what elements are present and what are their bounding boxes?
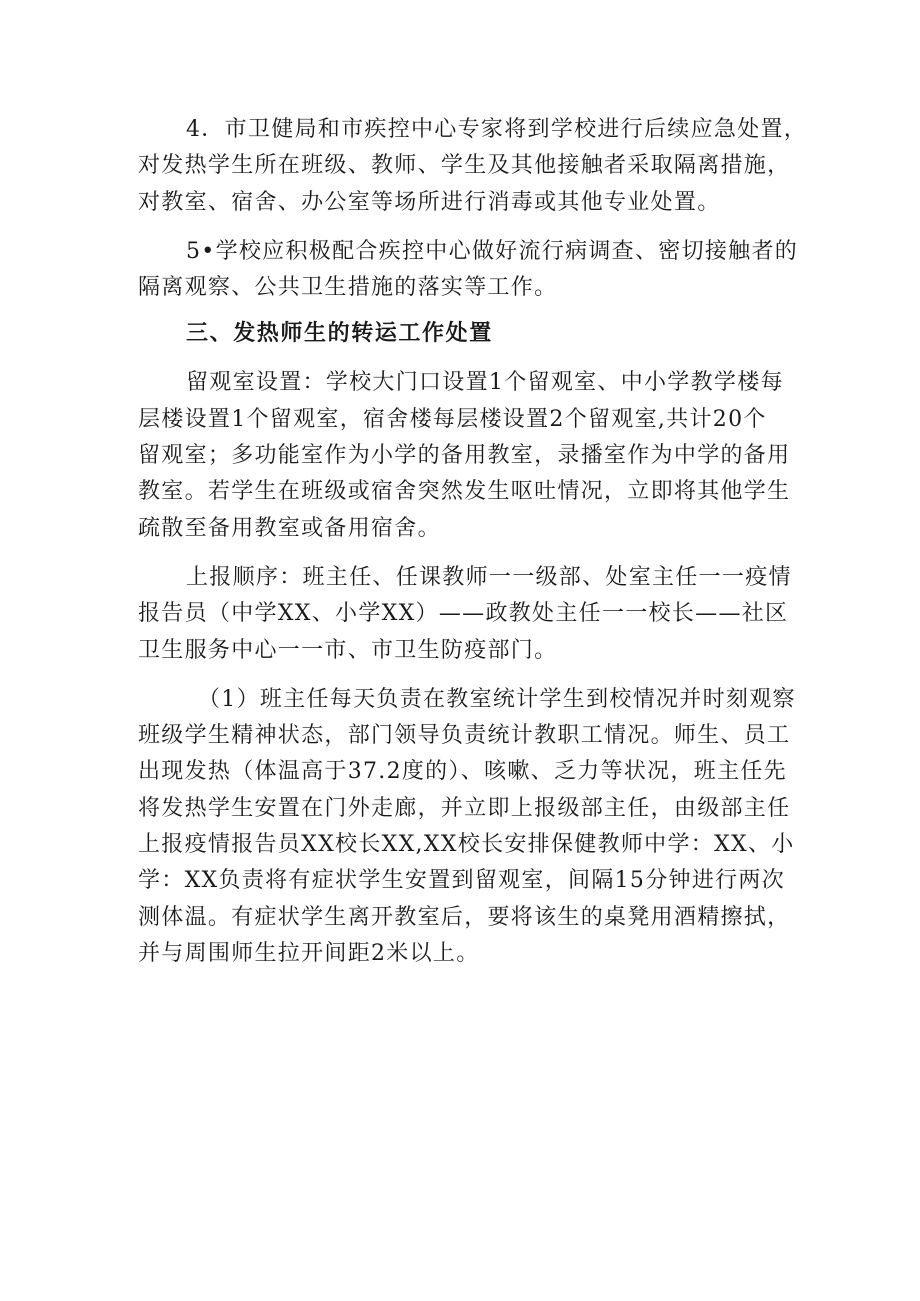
paragraph-observation-room [138,365,798,546]
text-line: 测体温。有症状学生离开教室后，要将该生的桌凳用酒精擦拭， [138,904,791,930]
text-line: 层楼设置1个留观室，宿舍楼每层楼设置2个留观室,共计20个 [138,406,767,432]
section-heading: 三、发热师生的转运工作处置 [186,321,493,347]
paragraph-item-1 [138,682,798,972]
text-line: 上报疫情报告员XX校长XX,XX校长安排保健教师中学：XX、小 [138,832,795,858]
text-line: 并与周围师生拉开间距2米以上。 [138,940,480,966]
text-line: 留观室设置：学校大门口设置1个留观室、中小学教学楼每 [186,370,784,396]
text-line: 隔离观察、公共卫生措施的落实等工作。 [138,275,558,301]
paragraph-report-order [138,560,798,669]
text-line: （1）班主任每天负责在教室统计学生到校情况并时刻观察 [198,686,796,712]
paragraph-item-5 [138,234,798,307]
text-line: 疏散至备用教室或备用宿舍。 [138,515,441,541]
text-line: 对发热学生所在班级、教师、学生及其他接触者采取隔离措施， [138,153,791,179]
text-line: 上报顺序：班主任、任课教师一一级部、处室主任一一疫情 [186,564,792,590]
text-line: 报告员（中学XX、小学XX）——政教处主任一一校长——社区 [138,601,789,627]
document-page [138,112,808,972]
text-line: 5•学校应积极配合疾控中心做好流行病调查、密切接触者的 [186,238,799,264]
text-line: 将发热学生安置在门外走廊，并立即上报级部主任，由级部主任 [138,795,791,821]
text-line: 学：XX负责将有症状学生安置到留观室，间隔15分钟进行两次 [138,868,786,894]
text-line: 4．市卫健局和市疾控中心专家将到学校进行后续应急处置， [186,117,808,142]
text-line: 留观室；多功能室作为小学的备用教室，录播室作为中学的备用 [138,443,791,469]
text-line: 班级学生精神状态，部门领导负责统计教职工情况。师生、员工 [138,723,791,749]
text-line: 教室。若学生在班级或宿舍突然发生呕吐情况，立即将其他学生 [138,479,791,505]
text-line: 对教室、宿舍、办公室等场所进行消毒或其他专业处置。 [138,189,721,215]
text-line: 卫生服务中心一一市、市卫生防疫部门。 [138,637,558,663]
paragraph-item-4 [138,112,808,221]
text-line: 出现发热（体温高于37.2度的）、咳嗽、乏力等状况，班主任先 [138,759,787,785]
